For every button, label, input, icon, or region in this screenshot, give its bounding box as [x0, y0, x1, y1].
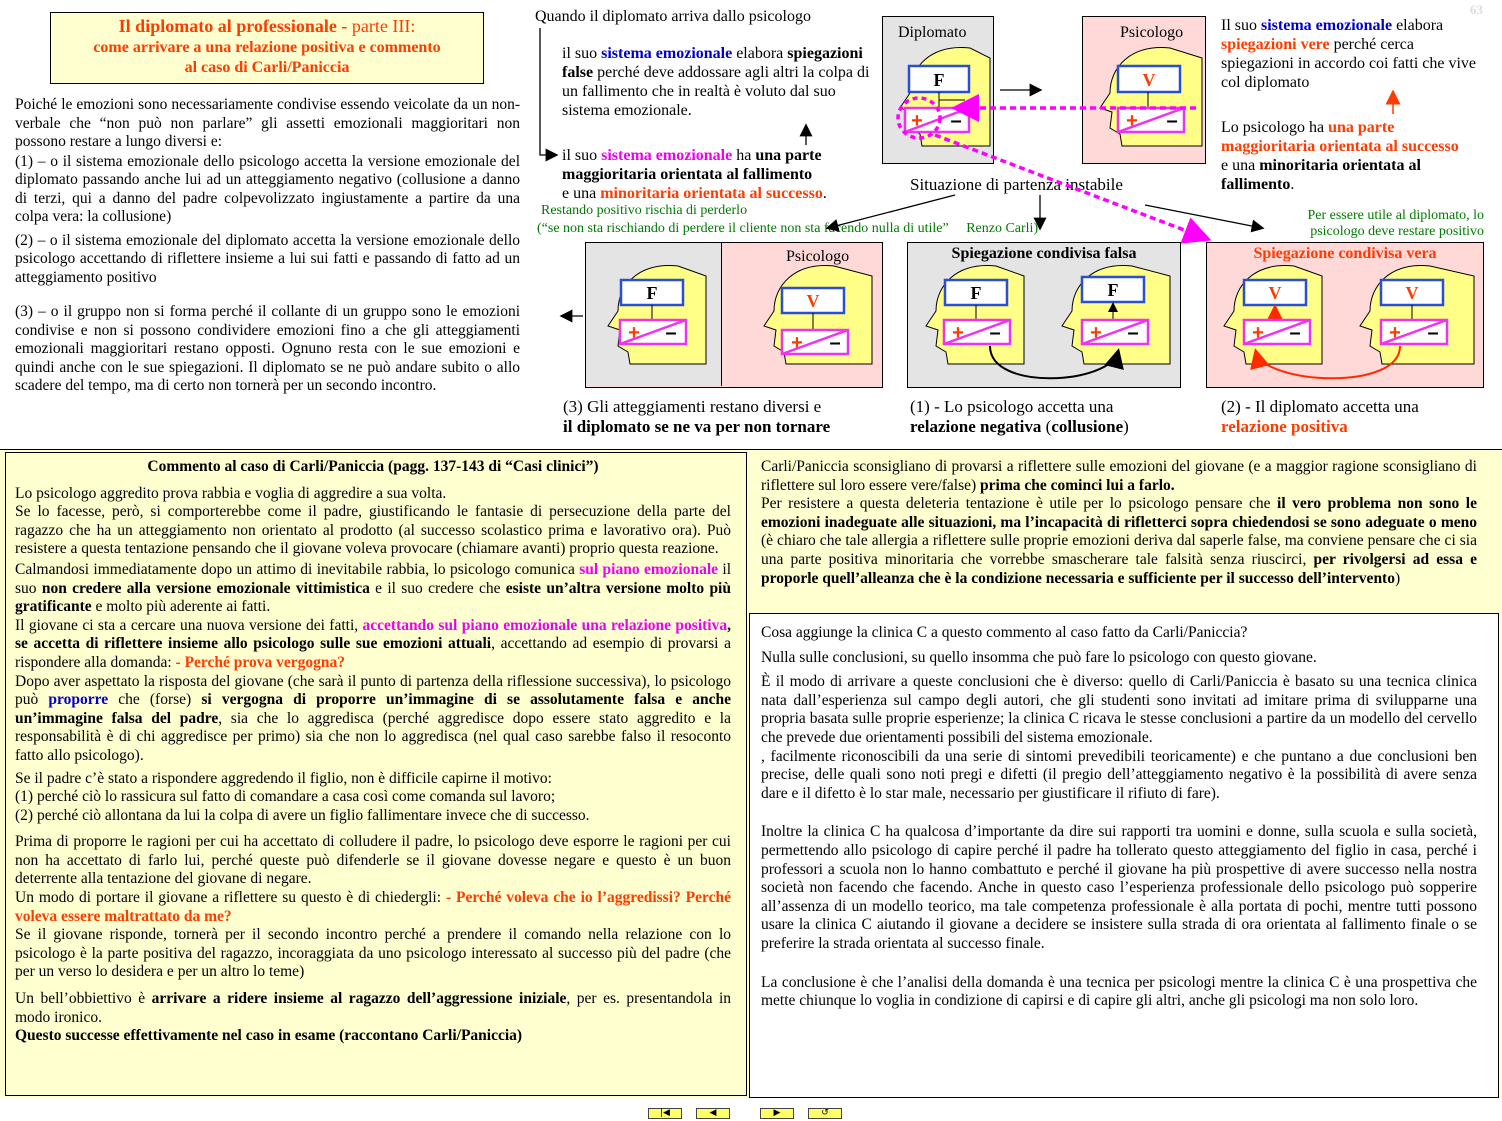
crb-p3: Inoltre la clinica C ha qualcosa d’importante da dire sui rapporti tra uomini e donne, sulla scuola e sulla società, permettendo allo psicologo di capire perché il padre ha tollerato questo atteggiamento del figlio in casa, perché i professori a scuola non lo hanno combattuto e perché il giovane ha più prospettive di avere successo nella nostra società non facendo che facendo. Anche in questo caso l’esperienza professionale dello psicologo può sopperire all’assenza di un modello teorico, ma tale competenza professionale è alla portata di pochi, mentre tutti possono usare la clinica C aiutando il giovane a decidere se insistere sulla strada di ora orientata al fallimento finale o se preferire la strada orientata al successo finale.: [761, 823, 1477, 952]
panel-1-cap2d: ): [1123, 417, 1129, 436]
title-line2: come arrivare a una relazione positiva e commento: [93, 39, 441, 56]
p12c: , per es. presentandola in modo ironico.: [15, 990, 732, 1026]
dotted-arrow-diag: [935, 135, 1205, 238]
psych-b2: una parte maggioritaria orientata al successo: [1221, 119, 1459, 155]
arrival-heading: Quando il diplomato arriva dallo psicologo: [535, 8, 811, 25]
p3d: non credere alla versione emozionale vittimistica: [41, 579, 370, 597]
p4a: Il giovane ci sta a cercare una nuova versione dei fatti,: [15, 616, 363, 634]
crb-p4: La conclusione è che l’analisi della domanda è una tecnica per psicologi mentre la clinica C è una prospettiva che mette chiunque lo voglia in condizione di capirsi e di capire gli altri, anche gli psicologi ma non solo loro.: [761, 973, 1477, 1010]
p5e: , sia che lo aggredisca (perché aggredisce dopo essere stato aggredito e la responsabilità è di chi aggredisce per primo) sia che non lo aggredisca (nel qual caso sarebbe falso il resoconto fatto allo psicologo).: [15, 709, 731, 764]
psych-b1: Lo psicologo ha: [1221, 119, 1329, 136]
diplomato-label: Diplomato: [898, 24, 967, 41]
comment-left-heading: Commento al caso di Carli/Paniccia (pagg. 137-143 di “Casi clinici”): [147, 458, 599, 475]
crt-t1: Carli/Paniccia sconsigliano di provarsi a riflettere sulle emozioni del giovane (e a maggior ragione sconsigliano di riflettere sul loro essere vere/false): [761, 458, 1477, 494]
title-line1-b: parte III:: [351, 16, 416, 36]
minus-glyph-p1-right: –: [1127, 322, 1139, 344]
p4d: , accettando ad esempio di provarsi a rispondere alla domanda:: [15, 635, 731, 671]
arrival-b6: minoritaria orientata al successo: [600, 185, 823, 202]
minus-glyph-p1-left: –: [989, 322, 1001, 344]
plus-glyph-p2-right: +: [1389, 322, 1401, 344]
panel-3-label: Psicologo: [786, 248, 850, 265]
v-glyph-p2-right: V: [1405, 283, 1419, 303]
nav-next-button[interactable]: ▶: [760, 1108, 794, 1119]
comment-left-p3: [15, 561, 731, 617]
p3g: e molto più aderente ai fatti.: [91, 598, 271, 616]
panel-1-cap2c: collusione: [1051, 417, 1124, 436]
branch-arrow-right: [1145, 205, 1262, 228]
panel-1-cap1: (1) - Lo psicologo accetta una: [910, 397, 1114, 416]
p5c: che (forse): [108, 691, 202, 709]
p4b: accettando sul piano emozionale una relazione positiva: [362, 616, 728, 634]
comment-left-p7: (1) perché ciò lo rassicura sul fatto di comandare a casa così come comanda sul lavoro;: [15, 788, 556, 806]
arrival-b2: sistema emozionale: [601, 147, 733, 164]
comment-left-p9: Prima di proporre le ragioni per cui ha accettato di colludere il padre, lo psicologo deve esporre le ragioni per cui non ha accettato di farlo lui, perché queste può difenderle se il giovane dovesse negare e questo è un buon deterrente alla tentazione del giovane di negare.: [15, 833, 731, 888]
comment-left-p13: Questo successe effettivamente nel caso in esame (raccontano Carli/Paniccia): [15, 1027, 523, 1045]
panel-2-title: Spiegazione condivisa vera: [1253, 245, 1437, 262]
crb-p1: È il modo di arrivare a queste conclusioni che è diverso: quello di Carli/Paniccia è basato su una tecnica clinica nata dall’esperienza sul campo degli autori, che gli studenti sono invitati ad imitare prima di svilupparne una propria basata sulle proprie esperienze; la clinica C ricava le stesse conclusioni a partire da un modello del cervello che prevede due orientamenti possibili del sistema emozionale.: [761, 673, 1477, 746]
psych-b5: .: [1290, 176, 1295, 193]
branch-arrow-left: [828, 195, 955, 228]
p3e: e il suo credere che: [369, 579, 506, 597]
crt-t3: Per resistere a questa deleteria tentazione è utile per lo psicologo pensare che: [761, 495, 1278, 513]
nav-back-button[interactable]: ↺: [808, 1108, 842, 1119]
comment-left-p10: [15, 889, 731, 926]
v-glyph-p3: V: [806, 291, 820, 311]
f-glyph-p1-left: F: [970, 283, 982, 303]
note-author: Renzo Carli): [966, 221, 1039, 236]
crb-question: Cosa aggiunge la clinica C a questo commento al caso fatto da Carli/Paniccia?: [761, 624, 1248, 641]
plus-glyph-p1-right: +: [1090, 322, 1102, 344]
arrival-b7: .: [822, 185, 827, 202]
plus-glyph-p3-right: +: [791, 332, 803, 354]
title-line3: al caso di Carli/Paniccia: [184, 59, 350, 76]
minus-glyph-p2-right: –: [1427, 322, 1439, 344]
crb-answer: Nulla sulle conclusioni, su quello insomma che può fare lo psicologo con questo giovane.: [761, 648, 1317, 666]
crt-t7: ): [1394, 569, 1401, 587]
minus-glyph-p3-right: –: [829, 332, 841, 354]
psych-a3: elabora: [1392, 17, 1444, 34]
comment-left-p11: Se il giovane risponde, tornerà per il secondo incontro perché a prendere il comando nella relazione con lo psicologo è la parte positiva del ragazzo, incoraggiata da uno psicologo interessato al successo più del padre (che per un verso lo desidera e per un altro lo teme): [15, 926, 731, 981]
comment-left-p4: [15, 617, 731, 673]
psych-b4: minoritaria orientata al fallimento: [1221, 157, 1421, 193]
arrival-a2: sistema emozionale: [601, 45, 733, 62]
comment-left-p5: [15, 673, 731, 766]
p10a: Un modo di portare il giovane a riflettere su questo è di chiedergli:: [15, 889, 446, 907]
f-glyph-p1-right: F: [1107, 280, 1119, 300]
intro-p2: (2) – o il sistema emozionale del diplomato accetta la versione emozionale dello psicologo accettando di riflettere insieme a lui sui fatti e passando di fatto ad un atteggiamento positivo: [15, 231, 520, 286]
panel-1-cap2a: relazione negativa: [910, 417, 1042, 436]
comment-right-bottom: [761, 624, 1477, 1011]
p4e: - Perché prova vergogna?: [175, 653, 346, 671]
p3b: sul piano emozionale: [579, 560, 719, 578]
comment-left-p8: (2) perché ciò allontana da lui la colpa di avere un figlio fallimentare invece che di successo.: [15, 806, 590, 824]
start-caption: Situazione di partenza instabile: [910, 175, 1123, 194]
psych-a4: spiegazioni vere: [1221, 36, 1330, 53]
arrival-b5: e una: [562, 185, 601, 202]
intro-p1: (1) – o il sistema emozionale dello psicologo accetta la versione emozionale del diplomato passando anche lui ad un atteggiamento negativo (collusione a danno di terzi, qui a danno del padre colpevolizzato ingiustamente a partire da una colpa vera: la collusione): [15, 152, 520, 225]
comment-left-text: [15, 458, 731, 1046]
minus-glyph-p3-left: –: [665, 322, 677, 344]
f-glyph-top: F: [933, 70, 945, 90]
note-quote-text: (“se non sta rischiando di perdere il cliente non sta facendo nulla di utile”: [537, 221, 949, 236]
p5d: si vergogna di proporre un’immagine di se assolutamente falsa e anche un’immagine falsa del padre: [15, 691, 731, 727]
plus-glyph-top-left: +: [911, 110, 923, 132]
arrival-a1: il suo: [562, 45, 602, 62]
arrival-b3: ha: [732, 147, 756, 164]
panel-1-cap2b: (: [1041, 417, 1052, 436]
page-number: 63: [1470, 2, 1483, 17]
arrival-bracket-arrow: [540, 28, 556, 155]
diagram-overlay: [0, 0, 1502, 450]
minus-glyph-p2-left: –: [1289, 322, 1301, 344]
crt-t5: (è chiaro che tale allergia a riflettere sulle proprie emozioni deriva dal saperle false, ma conviene pensare che ci sia una parte positiva minoritaria che vorrebbe smascherare tale falsità senza riuscirci,: [761, 532, 1477, 568]
minus-glyph-top-left: –: [950, 110, 962, 132]
comment-left-p12: [15, 990, 731, 1027]
note-useful: Per essere utile al diplomato, lo psicologo deve restare positivo: [1307, 208, 1484, 239]
arrival-a4: spiegazioni false: [562, 45, 863, 81]
psych-a2: sistema emozionale: [1261, 17, 1393, 34]
arrival-b1: il suo: [562, 147, 602, 164]
comment-left-p2: Se lo facesse, però, si comporterebbe come il padre, giustificando le fantasie di persecuzione della parte del ragazzo che ha un atteggiamento non orientato al prodotto (al successo scolastico prima e lavorativo ora). Può resistere a questa tentazione pensando che il giovane voleva provocare (chiamare avanti) proprio questa reazione.: [15, 503, 731, 558]
intro-p0: Poiché le emozioni sono necessariamente condivise essendo veicolate da un non-verbale che “non può non parlare” gli assetti emozionali maggioritari non possono restare a lungo diversi e:: [15, 96, 520, 150]
p3a: Calmandosi immediatamente dopo un attimo di inevitabile rabbia, lo psicologo comunica: [15, 560, 580, 578]
arrival-a5: perché deve addossare agli altri la colpa di un fallimento che in realtà è voluto dal suo sistema emozionale.: [562, 64, 870, 119]
comment-left-p6: Se il padre c’è stato a rispondere aggredendo il figlio, non è difficile capirne il motivo:: [15, 769, 552, 787]
p3c: il suo: [15, 560, 732, 597]
nav-first-button[interactable]: |◀: [648, 1108, 682, 1119]
comment-left-p1: Lo psicologo aggredito prova rabbia e voglia di aggredire a sua volta.: [15, 484, 447, 502]
f-glyph-p3: F: [646, 283, 658, 303]
p3f: esiste un’altra versione molto più gratificante: [15, 579, 731, 616]
p4c: , se accetta di riflettere insieme allo psicologo sulle sue emozioni attuali: [15, 616, 731, 653]
panel-2-cap2: relazione positiva: [1221, 417, 1348, 436]
p10b: - Perché voleva che io l’aggredissi? Perché voleva essere maltrattato da me?: [15, 889, 731, 925]
psicologo-label: Psicologo: [1120, 24, 1184, 41]
crt-t2: prima che cominci lui a farlo.: [980, 476, 1175, 494]
psych-b3: e una: [1221, 157, 1260, 174]
panel-3-cap1: (3) Gli atteggiamenti restano diversi e: [563, 397, 822, 416]
plus-glyph-p1-left: +: [952, 322, 964, 344]
arrival-a3: elabora: [732, 45, 788, 62]
panel-1-title: Spiegazione condivisa falsa: [951, 245, 1137, 262]
comment-right-top: [761, 458, 1477, 588]
v-glyph-p2-left: V: [1268, 283, 1282, 303]
nav-prev-button[interactable]: ◀: [696, 1108, 730, 1119]
psych-a1: Il suo: [1221, 17, 1261, 34]
plus-glyph-p3-left: +: [628, 322, 640, 344]
v-glyph-top: V: [1142, 70, 1156, 90]
crt-t6: per rivolgersi ad essa e proporle quell’alleanza che è la condizione necessaria e sufficiente per il successo dell’intervento: [761, 550, 1477, 587]
plus-glyph-p2-left: +: [1252, 322, 1264, 344]
crb-p2: , facilmente riconoscibili da una serie di sintomi prevedibili teoricamente) e che puntano a due conclusioni ben precise, delle quali sono noti pregi e difetti (il pregio dell’atteggiamento negativo è la possibilità di avere senza dare e il difetto è lo star male, necessario per giustificare il rifiuto di fare).: [761, 747, 1477, 802]
plus-glyph-top-right: +: [1126, 110, 1138, 132]
psych-a5: perché cerca spiegazioni in accordo coi fatti che vive col diplomato: [1221, 36, 1477, 91]
intro-p3: (3) – o il gruppo non si forma perché il collante di un gruppo sono le emozioni condivise e non si possono condividere emozioni fino a che gli atteggiamenti emozionali maggioritari restano opposti. Ognuno resta con le sue emozioni e quindi anche con le sue spiegazioni. Il diplomato se ne può andare subito o allo scadere del tempo, ma di certo non tornerà per un secondo incontro.: [15, 303, 520, 394]
panel-3-cap2: il diplomato se ne va per non tornare: [563, 417, 831, 436]
p5a: Dopo aver aspettato la risposta del giovane (che sarà il punto di partenza della riflessione successiva), lo psicologo può: [15, 672, 731, 709]
p12b: arrivare a ridere insieme al ragazzo dell’aggressione iniziale: [151, 990, 567, 1008]
crt-t4: il vero problema non sono le emozioni inadeguate alle situazioni, ma l’incapacità di rifletterci sopra chiedendosi se sono adeguate o meno: [761, 495, 1477, 531]
title-line1-a: Il diplomato al professionale -: [118, 16, 352, 36]
p5b: proporre: [48, 691, 109, 709]
note-risk: Restando positivo rischia di perderlo: [541, 203, 748, 218]
arrival-b4: una parte maggioritaria orientata al fallimento: [562, 147, 822, 183]
minus-glyph-top-right: –: [1166, 110, 1178, 132]
p12a: Un bell’obbiettivo è: [15, 990, 152, 1008]
panel-2-cap1: (2) - Il diplomato accetta una: [1221, 397, 1419, 416]
